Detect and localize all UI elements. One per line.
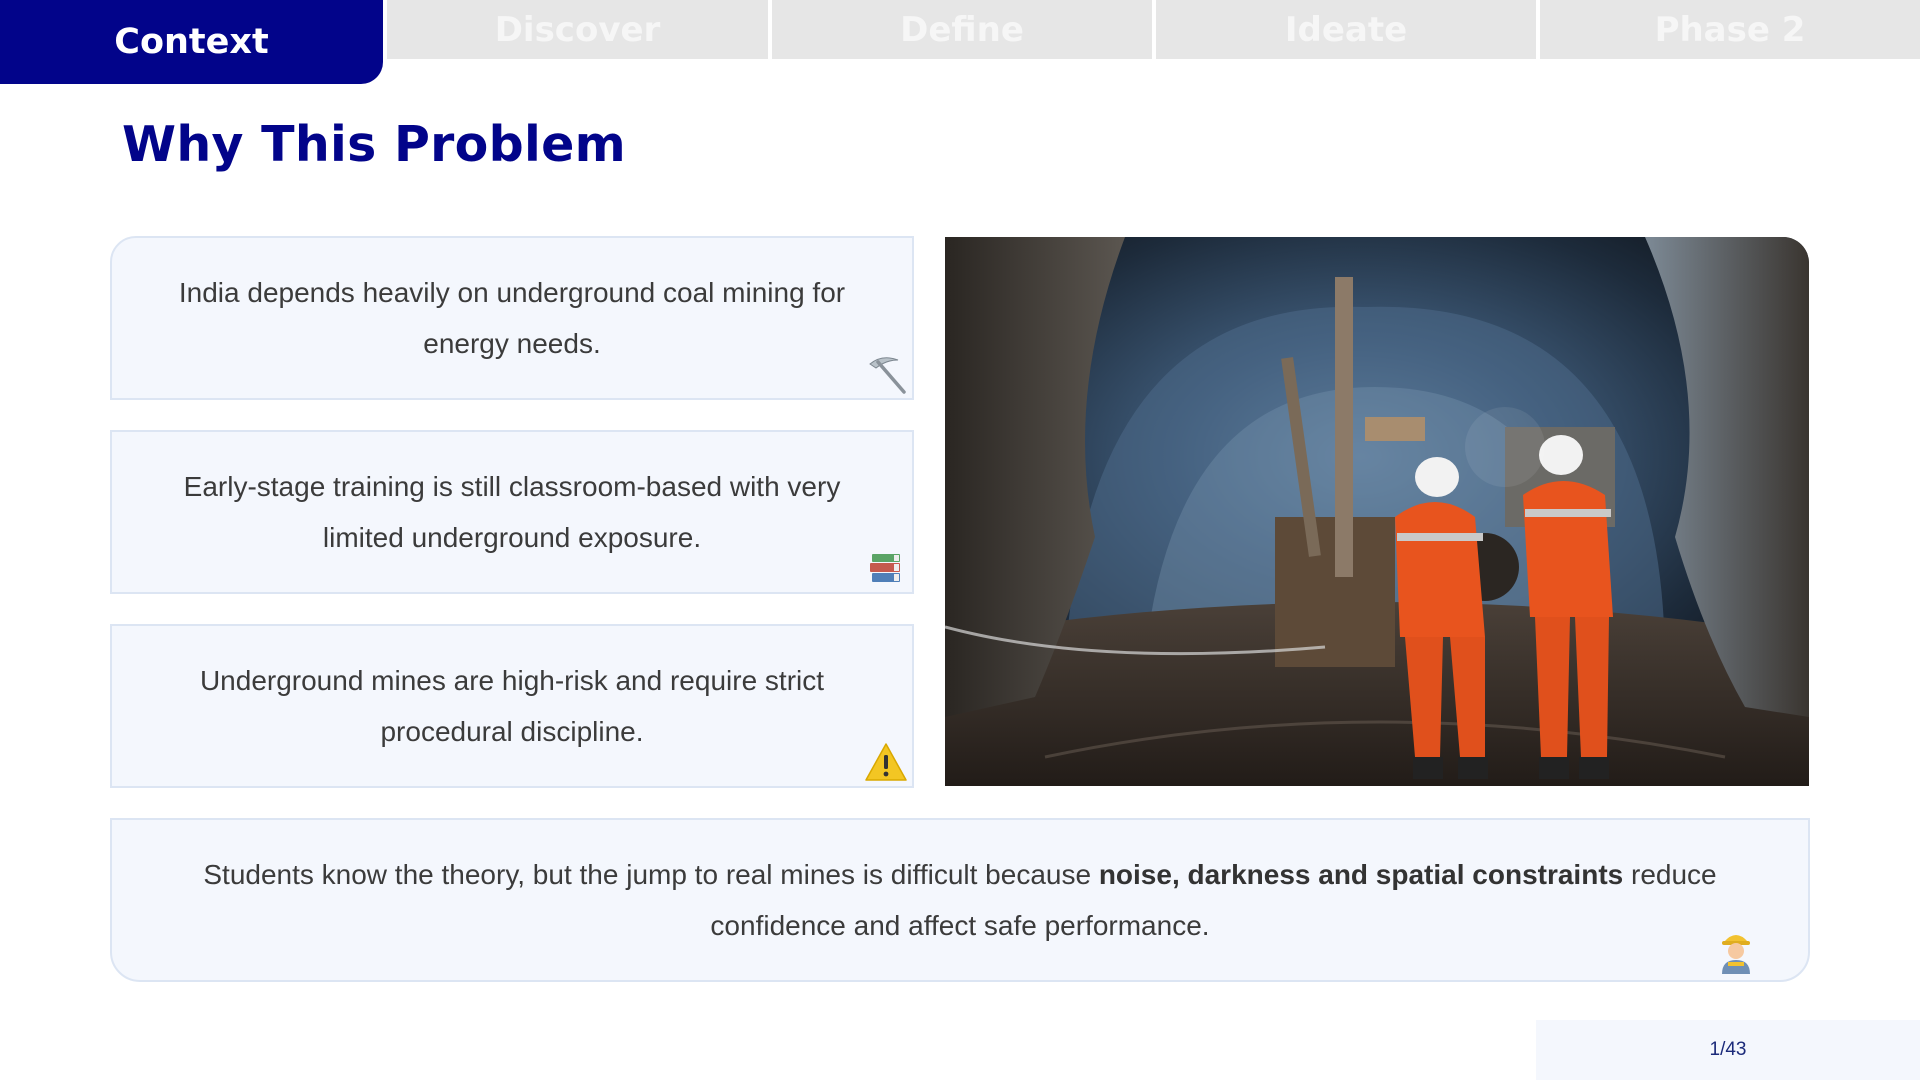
fact-card-training bbox=[110, 430, 914, 594]
summary-text-emphasis: noise, darkness and spatial constraints bbox=[1098, 859, 1624, 890]
fact-card-text: Underground mines are high-risk and require strict procedural discipline. bbox=[199, 665, 825, 747]
construction-worker-icon bbox=[1716, 928, 1756, 974]
mine-scene-image bbox=[945, 237, 1809, 786]
tab-phase-2[interactable]: Phase 2 bbox=[1540, 0, 1920, 59]
phase-tabs bbox=[0, 0, 1920, 84]
tab-ideate[interactable]: Ideate bbox=[1156, 0, 1536, 59]
page-indicator: 1/43 bbox=[1536, 1020, 1920, 1080]
fact-card-risk bbox=[110, 624, 914, 788]
tab-define[interactable]: Define bbox=[772, 0, 1152, 59]
fact-card-energy bbox=[110, 236, 914, 400]
pick-icon bbox=[864, 352, 908, 396]
summary-text-start: Students know the theory, but the jump to real mines is difficult because bbox=[203, 859, 1099, 890]
tab-context[interactable]: Context bbox=[0, 0, 383, 84]
warning-icon bbox=[864, 740, 908, 784]
tab-discover[interactable]: Discover bbox=[387, 0, 768, 59]
summary-text-end: reduce confidence and affect safe performance. bbox=[710, 859, 1717, 941]
underground-mine-photo bbox=[945, 237, 1809, 786]
summary-card bbox=[110, 818, 1810, 982]
summary-text bbox=[112, 849, 1808, 951]
fact-card-text: India depends heavily on underground coal mining for energy needs. bbox=[178, 277, 846, 359]
fact-card-text: Early-stage training is still classroom-based with very limited underground exposure. bbox=[183, 471, 841, 553]
books-icon bbox=[864, 546, 908, 590]
page-title: Why This Problem bbox=[122, 116, 626, 173]
